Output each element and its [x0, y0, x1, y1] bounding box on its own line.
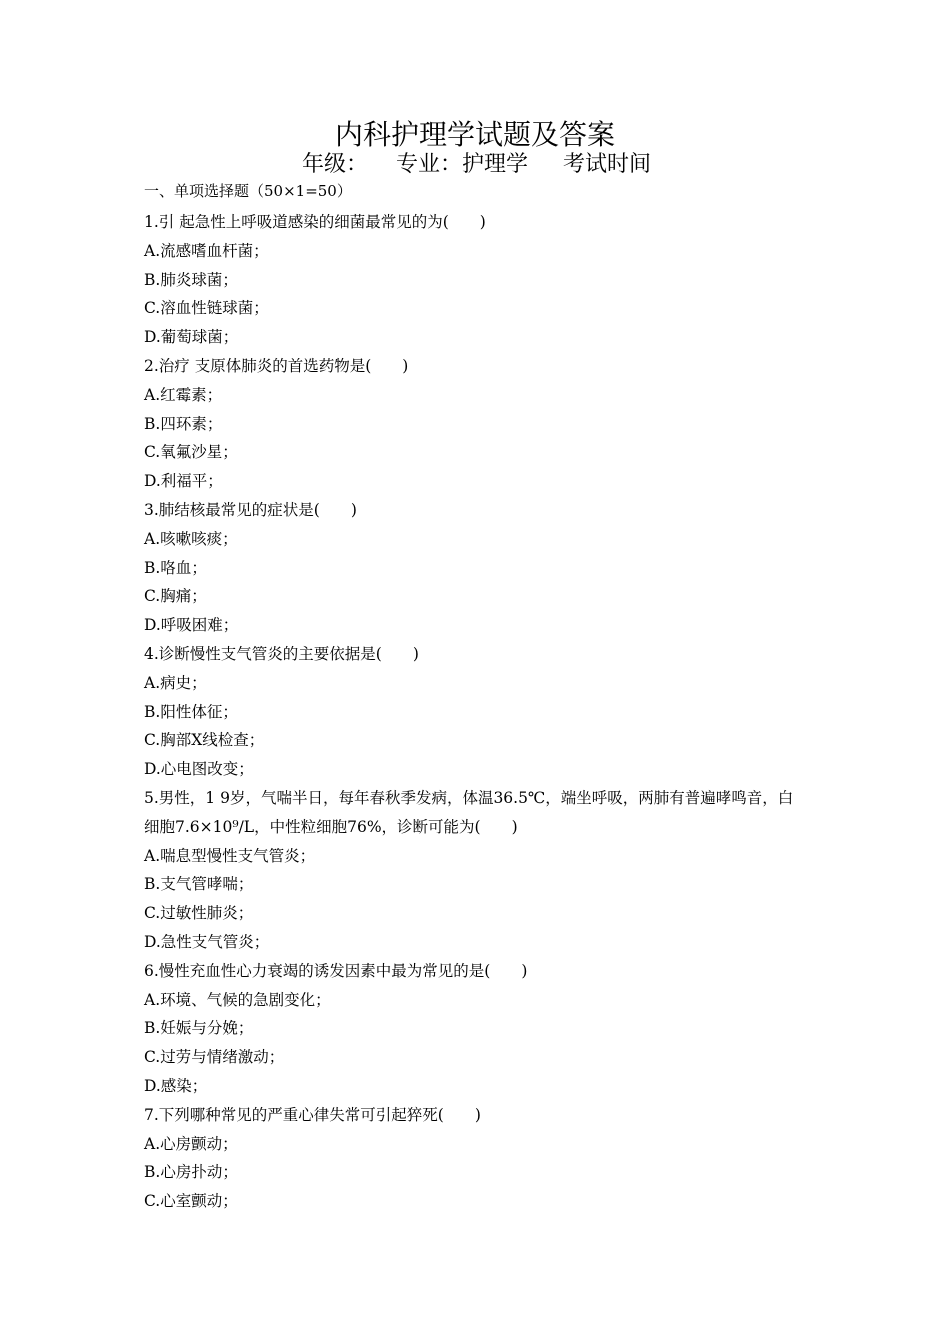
text-line: D.心电图改变；	[144, 760, 254, 779]
text-line: 7.下列哪种常见的严重心律失常可引起猝死( )	[144, 1105, 481, 1124]
text-line: A.病史；	[144, 673, 207, 692]
text-line: B.支气管哮喘；	[144, 875, 254, 894]
text-line: A.喘息型慢性支气管炎；	[144, 846, 316, 865]
document-subtitle: 年级： 专业：护理学 考试时间	[302, 152, 651, 177]
text-line: B.妊娠与分娩；	[144, 1019, 254, 1038]
question-list	[144, 208, 814, 1216]
text-line: B.阳性体征；	[144, 702, 238, 721]
text-line: B.肺炎球菌；	[144, 270, 238, 289]
text-line: C.过劳与情绪激动；	[144, 1048, 285, 1067]
text-line: C.心室颤动；	[144, 1192, 238, 1211]
text-line: 5.男性，1 9岁，气喘半日，每年春秋季发病，体温36.5℃，端坐呼吸，两肺有普遍哮鸣音，白	[144, 788, 794, 807]
text-line: B.四环素；	[144, 414, 223, 433]
text-line: B.心房扑动；	[144, 1163, 238, 1182]
text-line: C.过敏性肺炎；	[144, 904, 254, 923]
text-line: D.葡萄球菌；	[144, 328, 239, 347]
text-line: D.感染；	[144, 1076, 208, 1095]
text-line: A.红霉素；	[144, 385, 223, 404]
text-line: 4.诊断慢性支气管炎的主要依据是( )	[144, 644, 419, 663]
text-line: A.心房颤动；	[144, 1134, 238, 1153]
text-line: C.溶血性链球菌；	[144, 299, 269, 318]
section-heading: 一、单项选择题（50×1=50）	[144, 182, 352, 200]
text-line: A.咳嗽咳痰；	[144, 529, 238, 548]
text-line: 2.治疗 支原体肺炎的首选药物是( )	[144, 356, 409, 375]
text-line: D.利福平；	[144, 472, 223, 491]
text-line: A.环境、气候的急剧变化；	[144, 990, 331, 1009]
text-line: B.咯血；	[144, 558, 207, 577]
text-line: D.急性支气管炎；	[144, 932, 270, 951]
text-line: C.胸痛；	[144, 587, 207, 606]
text-line: D.呼吸困难；	[144, 616, 239, 635]
text-line: 3.肺结核最常见的症状是( )	[144, 500, 357, 519]
text-line: C.胸部X线检查；	[144, 731, 265, 750]
text-line: C.氧氟沙星；	[144, 443, 238, 462]
document-title: 内科护理学试题及答案	[334, 118, 615, 151]
text-line: 细胞7.6×10⁹/L，中性粒细胞76%，诊断可能为( )	[144, 817, 518, 836]
text-line: 6.慢性充血性心力衰竭的诱发因素中最为常见的是( )	[144, 961, 528, 980]
text-line: 1.引 起急性上呼吸道感染的细菌最常见的为( )	[144, 213, 486, 231]
text-line: A.流感嗜血杆菌；	[144, 241, 269, 260]
